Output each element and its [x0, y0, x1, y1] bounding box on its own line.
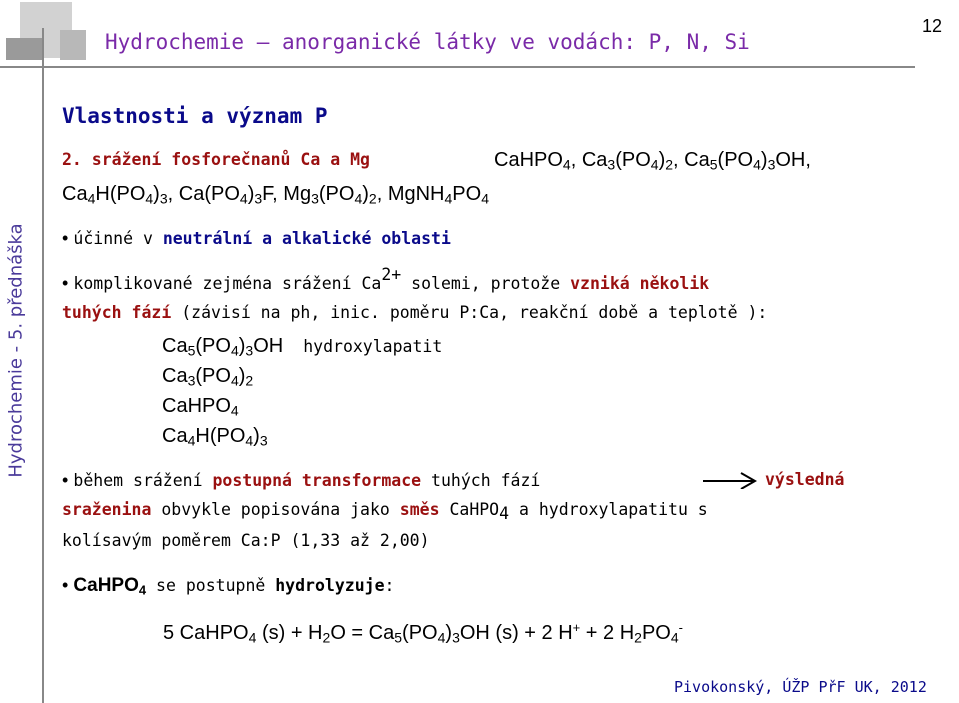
page-number: 12 [922, 16, 943, 36]
bullet-2-line1: • komplikované zejména srážení $Ca^{2+}$ solemi, protože vzniká několik [62, 264, 710, 293]
formula-cahpo4: CaHPO$_4$ [162, 395, 239, 419]
arrow-right-icon [703, 469, 759, 489]
bullet-3-line1: • během srážení postupná transformace tuhých fází [62, 470, 541, 490]
item2-formulas-line2: $Ca_4H(PO_4)_3$, $Ca(PO_4)_3F$, $Mg_3(PO_4)_2$, $MgNH_4PO_4$ [62, 183, 489, 207]
section-title: Vlastnosti a význam P [62, 104, 328, 128]
bullet-dot: • [62, 575, 69, 595]
side-divider [42, 28, 44, 703]
bullet-3-line3: kolísavým poměrem Ca:P (1,33 až 2,00) [62, 531, 430, 550]
footer-credit: Pivokonský, ÚŽP PřF UK, 2012 [674, 678, 927, 696]
bullet-dot: • [62, 470, 69, 490]
item2-line1 [62, 150, 370, 169]
bullet-1: • účinné v neutrální a alkalické oblasti [62, 228, 451, 248]
bullet-3-vysledna: výsledná [765, 470, 845, 489]
formula-ca3po42: $Ca_3(PO_4)_2$ [162, 365, 254, 389]
header-decor-square [60, 30, 86, 60]
bullet-4: • CaHPO$_4$ se postupně hydrolyzuje: [62, 575, 395, 598]
bullet-3-line2: sraženina obvykle popisována jako směs CaHPO$_4$ a hydroxylapatitu s [62, 500, 708, 524]
bullet-dot: • [62, 228, 69, 248]
item2-formulas-line1: CaHPO$_4$, $Ca_3(PO_4)_2$, $Ca_5(PO_4)_3OH$, [494, 149, 811, 173]
header-divider [0, 66, 915, 68]
hydrolysis-equation: 5 CaHPO$_4$ $(s) + H_2O = Ca_5(PO_4)_3OH$ (s) + 2 H+ + 2 $H_2PO_4^-$ [163, 619, 684, 646]
slide-title: Hydrochemie – anorganické látky ve vodách: P, N, Si [105, 30, 750, 54]
formula-ca4h: $Ca_4H(PO_4)_3$ [162, 425, 268, 449]
bullet-dot: • [62, 273, 69, 293]
side-label: Hydrochemie - 5. přednáška [5, 223, 27, 478]
bullet-2-line2: tuhých fází (závisí na ph, inic. poměru P:Ca, reakční době a teplotě ): [62, 303, 768, 322]
formula-hydroxylapatit: $Ca_5(PO_4)_3OH$ hydroxylapatit [162, 335, 443, 359]
item2-heading: 2. srážení fosforečnanů Ca a Mg [62, 150, 370, 169]
header-decor-square [6, 38, 44, 60]
